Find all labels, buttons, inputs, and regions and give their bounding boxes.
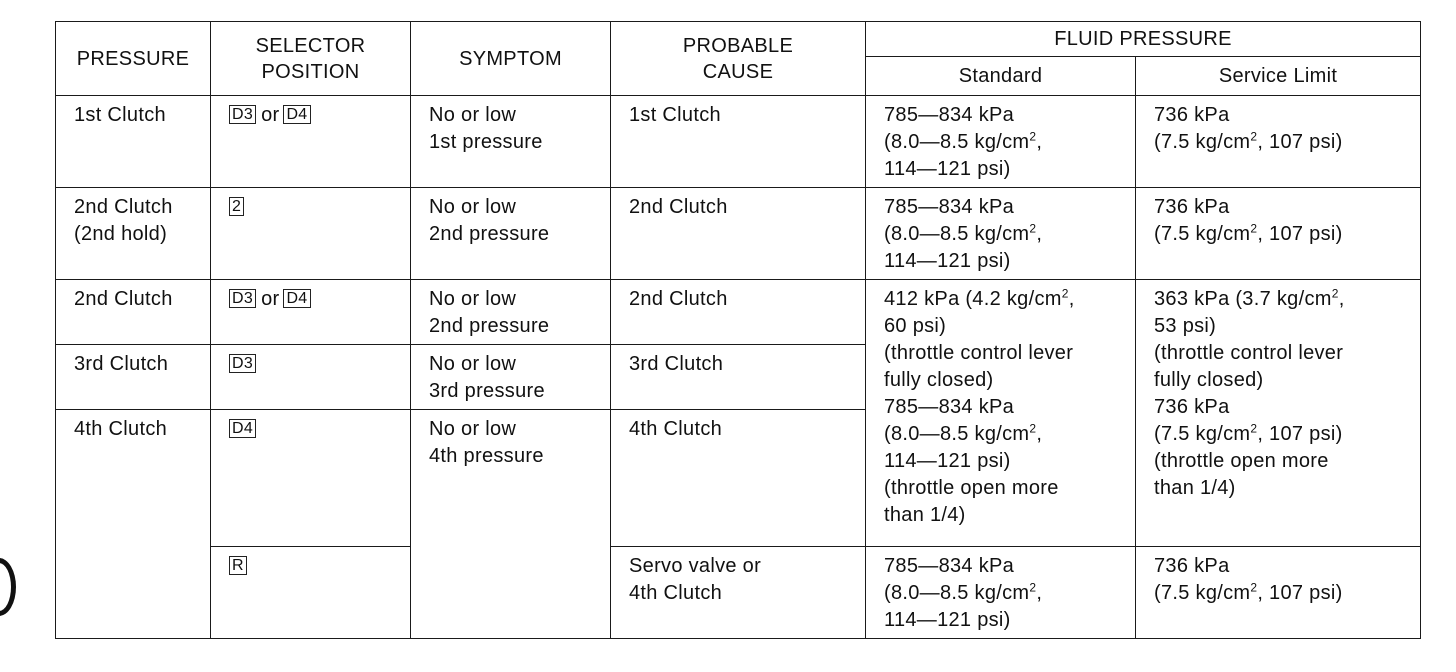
std-kpa: 785—834 kPa bbox=[884, 555, 1015, 577]
std-psi: , 114—121 psi) bbox=[884, 223, 1043, 272]
service-limit-cell-combined bbox=[1136, 280, 1421, 547]
header-probable-cause: PROBABLE CAUSE bbox=[611, 22, 866, 96]
std-psi: , 114—121 psi) bbox=[884, 131, 1043, 180]
selector-box: D3 bbox=[229, 105, 256, 124]
std-kgcm: (8.0—8.5 kg/cm bbox=[884, 582, 1030, 604]
symptom-cell: No or low 4th pressure bbox=[411, 410, 611, 639]
selector-cell bbox=[211, 96, 411, 188]
cause-cell: 1st Clutch bbox=[611, 96, 866, 188]
svc-kgcm: (7.5 kg/cm bbox=[1154, 131, 1251, 153]
svc-kpa: 736 kPa bbox=[1154, 196, 1230, 218]
fluid-pressure-table bbox=[55, 21, 1421, 639]
selector-box: 2 bbox=[229, 197, 244, 216]
header-selector-position: SELECTOR POSITION bbox=[211, 22, 411, 96]
header-fluid-pressure: FLUID PRESSURE bbox=[866, 22, 1421, 57]
std-kpa: 785—834 kPa bbox=[884, 196, 1015, 218]
std-combined-a2: , 60 psi) (throttle control lever fully closed) bbox=[884, 288, 1075, 391]
selector-box: D4 bbox=[283, 105, 310, 124]
std-kgcm: (8.0—8.5 kg/cm bbox=[884, 223, 1030, 245]
superscript: 2 bbox=[1061, 286, 1069, 301]
service-limit-cell bbox=[1136, 547, 1421, 639]
selector-box: D3 bbox=[229, 354, 256, 373]
std-psi: , 114—121 psi) bbox=[884, 582, 1043, 631]
table-row bbox=[56, 547, 1421, 639]
std-kgcm: (8.0—8.5 kg/cm bbox=[884, 131, 1030, 153]
cause-cell: 2nd Clutch bbox=[611, 188, 866, 280]
cause-cell: 3rd Clutch bbox=[611, 345, 866, 410]
superscript: 2 bbox=[1029, 221, 1037, 236]
svc-combined-b2: (7.5 kg/cm bbox=[1154, 423, 1251, 445]
std-combined-a1: 412 kPa (4.2 kg/cm bbox=[884, 288, 1062, 310]
selector-cell bbox=[211, 547, 411, 639]
svc-kpa: 736 kPa bbox=[1154, 104, 1230, 126]
svc-combined-a2: , 53 psi) (throttle control lever fully closed) bbox=[1154, 288, 1345, 391]
fluid-pressure-table-wrapper bbox=[55, 21, 1421, 639]
pressure-cell: 2nd Clutch (2nd hold) bbox=[56, 188, 211, 280]
svc-psi: , 107 psi) bbox=[1257, 131, 1343, 153]
standard-cell bbox=[866, 188, 1136, 280]
svc-psi: , 107 psi) bbox=[1257, 223, 1343, 245]
selector-cell bbox=[211, 410, 411, 547]
superscript: 2 bbox=[1250, 580, 1258, 595]
standard-cell bbox=[866, 547, 1136, 639]
svc-combined-b3: , 107 psi) (throttle open more than 1/4) bbox=[1154, 423, 1343, 499]
superscript: 2 bbox=[1029, 580, 1037, 595]
cause-cell: 4th Clutch bbox=[611, 410, 866, 547]
service-limit-cell bbox=[1136, 188, 1421, 280]
svc-kgcm: (7.5 kg/cm bbox=[1154, 582, 1251, 604]
header-symptom: SYMPTOM bbox=[411, 22, 611, 96]
cause-cell: Servo valve or 4th Clutch bbox=[611, 547, 866, 639]
header-service-limit: Service Limit bbox=[1136, 57, 1421, 96]
selector-box: D4 bbox=[283, 289, 310, 308]
svc-combined-b1: 736 kPa bbox=[1154, 396, 1230, 418]
pressure-cell: 3rd Clutch bbox=[56, 345, 211, 410]
svc-combined-a1: 363 kPa (3.7 kg/cm bbox=[1154, 288, 1332, 310]
standard-cell-combined bbox=[866, 280, 1136, 547]
selector-cell bbox=[211, 280, 411, 345]
std-kpa: 785—834 kPa bbox=[884, 104, 1015, 126]
superscript: 2 bbox=[1250, 421, 1258, 436]
symptom-cell: No or low 2nd pressure bbox=[411, 280, 611, 345]
symptom-cell: No or low 1st pressure bbox=[411, 96, 611, 188]
pressure-cell: 1st Clutch bbox=[56, 96, 211, 188]
service-limit-cell bbox=[1136, 96, 1421, 188]
or-text: or bbox=[261, 288, 280, 310]
svc-kgcm: (7.5 kg/cm bbox=[1154, 223, 1251, 245]
superscript: 2 bbox=[1029, 421, 1037, 436]
superscript: 2 bbox=[1331, 286, 1339, 301]
selector-box: D4 bbox=[229, 419, 256, 438]
table-row bbox=[56, 280, 1421, 345]
svc-kpa: 736 kPa bbox=[1154, 555, 1230, 577]
pressure-cell: 2nd Clutch bbox=[56, 280, 211, 345]
header-standard: Standard bbox=[866, 57, 1136, 96]
symptom-cell: No or low 3rd pressure bbox=[411, 345, 611, 410]
svc-psi: , 107 psi) bbox=[1257, 582, 1343, 604]
header-pressure: PRESSURE bbox=[56, 22, 211, 96]
standard-cell bbox=[866, 96, 1136, 188]
superscript: 2 bbox=[1250, 129, 1258, 144]
table-row bbox=[56, 188, 1421, 280]
pressure-cell: 4th Clutch bbox=[56, 410, 211, 639]
symptom-cell: No or low 2nd pressure bbox=[411, 188, 611, 280]
table-row bbox=[56, 96, 1421, 188]
selector-cell bbox=[211, 345, 411, 410]
superscript: 2 bbox=[1029, 129, 1037, 144]
std-combined-b2: (8.0—8.5 kg/cm bbox=[884, 423, 1030, 445]
cause-cell: 2nd Clutch bbox=[611, 280, 866, 345]
selector-box: D3 bbox=[229, 289, 256, 308]
selector-cell bbox=[211, 188, 411, 280]
superscript: 2 bbox=[1250, 221, 1258, 236]
or-text: or bbox=[261, 104, 280, 126]
std-combined-b1: 785—834 kPa bbox=[884, 396, 1015, 418]
page-edge-mark bbox=[0, 558, 16, 616]
selector-box: R bbox=[229, 556, 247, 575]
std-combined-b3: , 114—121 psi) (throttle open more than 1/4) bbox=[884, 423, 1059, 526]
